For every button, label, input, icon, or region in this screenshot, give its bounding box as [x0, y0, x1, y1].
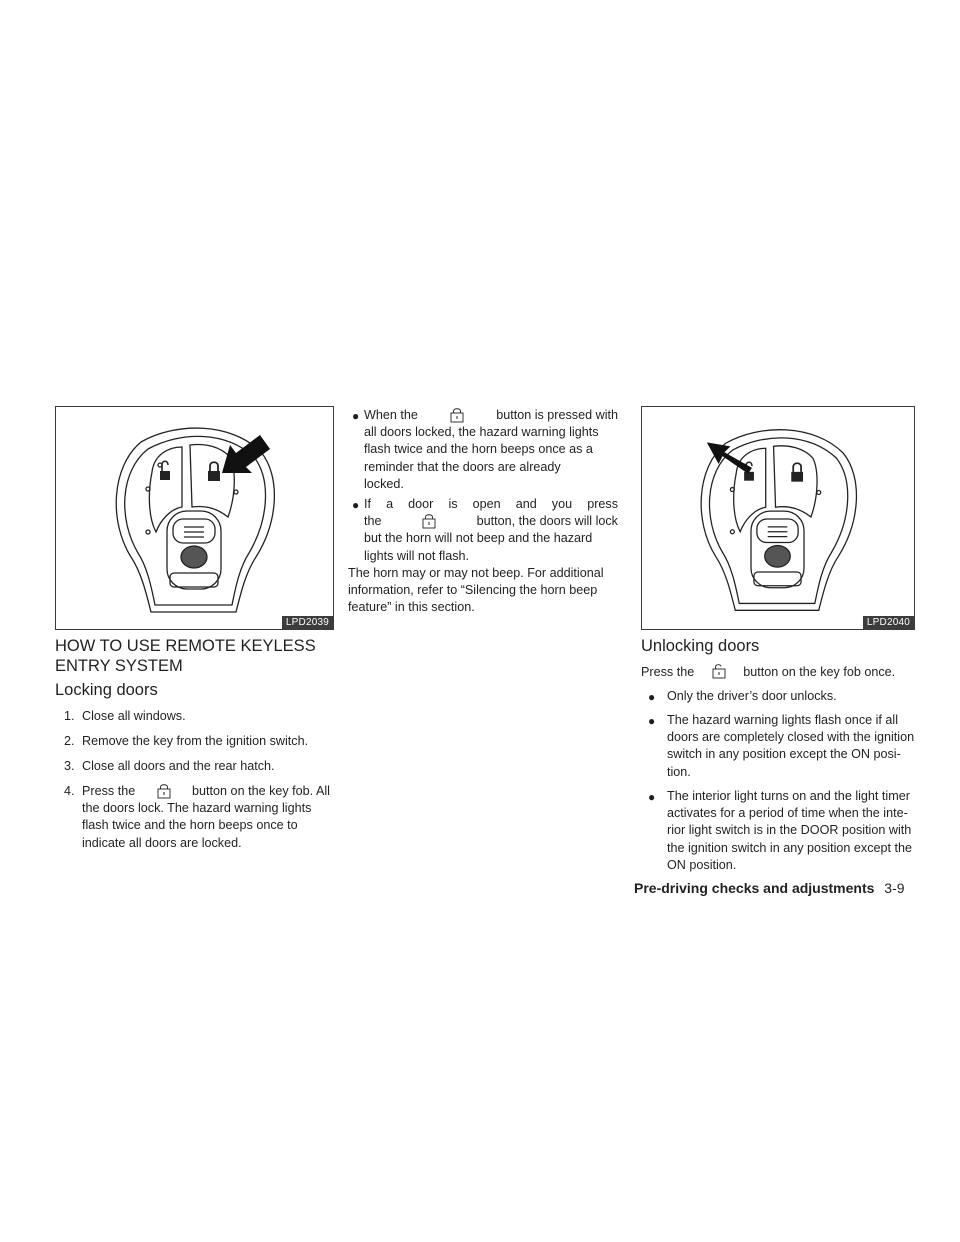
figure-keyfob-lock [55, 406, 334, 630]
page-footer [634, 880, 905, 896]
step-number: 1. [64, 709, 75, 723]
footer-section-name: Pre-driving checks and adjustments [634, 880, 875, 896]
bullet-icon: ● [352, 409, 360, 423]
bullet-icon: ● [352, 498, 360, 512]
step-text: Remove the key from the ignition switch. [82, 734, 309, 748]
lock-icon [422, 513, 436, 529]
step-number: 2. [64, 734, 75, 748]
unlock-icon-drawing [160, 461, 170, 480]
unlocking-intro: Press the button on the key fob once. [641, 665, 896, 679]
section-title: HOW TO USE REMOTE KEYLESS ENTRY SYSTEM [55, 637, 316, 675]
keyfob-lock-illustration [56, 407, 333, 629]
unlock-icon [712, 663, 726, 679]
bullet-text: The hazard warning lights flash once if all doors are completely closed with the ignition switch in any position except the ON posi- tion. [667, 713, 915, 779]
step-text: Close all windows. [82, 709, 186, 723]
page-number: 3-9 [884, 880, 905, 896]
step-text: Press the button on the key fob. All the doors lock. The hazard warning lights flash twice and the horn beeps once to indicate all doors are locked. [82, 784, 330, 850]
step-number: 3. [64, 759, 75, 773]
figure-keyfob-unlock [641, 406, 915, 630]
bullet-text: Only the driver’s door unlocks. [667, 689, 837, 703]
bullet-text: The interior light turns on and the light timer activates for a period of time when the inte- rior light switch is in the DOOR position with the ignition switch in any position except the ON position. [667, 789, 913, 872]
horn-note: The horn may or may not beep. For additional information, refer to “Silencing the horn beep feature” in this section. [348, 566, 604, 615]
step-text: Close all doors and the rear hatch. [82, 759, 275, 773]
keyfob-unlock-illustration [642, 407, 914, 629]
bullet-text: If a door is open and you press the button, the doors will lock but the horn will not beep and the hazard lights will not flash. [364, 497, 618, 563]
bullet-icon: ● [648, 690, 656, 704]
lock-icon [450, 407, 464, 423]
bullet-text: When the button is pressed with all doors locked, the hazard warning lights flash twice and the horn beeps once as a reminder that the doors are already locked. [364, 408, 618, 491]
bullet-icon: ● [648, 790, 656, 804]
locking-heading: Locking doors [55, 681, 158, 699]
unlocking-heading: Unlocking doors [641, 637, 760, 655]
figure-code: LPD2039 [282, 616, 333, 629]
bullet-icon: ● [648, 714, 656, 728]
step-number: 4. [64, 784, 75, 798]
figure-code: LPD2040 [863, 616, 914, 629]
lock-icon [157, 783, 171, 799]
